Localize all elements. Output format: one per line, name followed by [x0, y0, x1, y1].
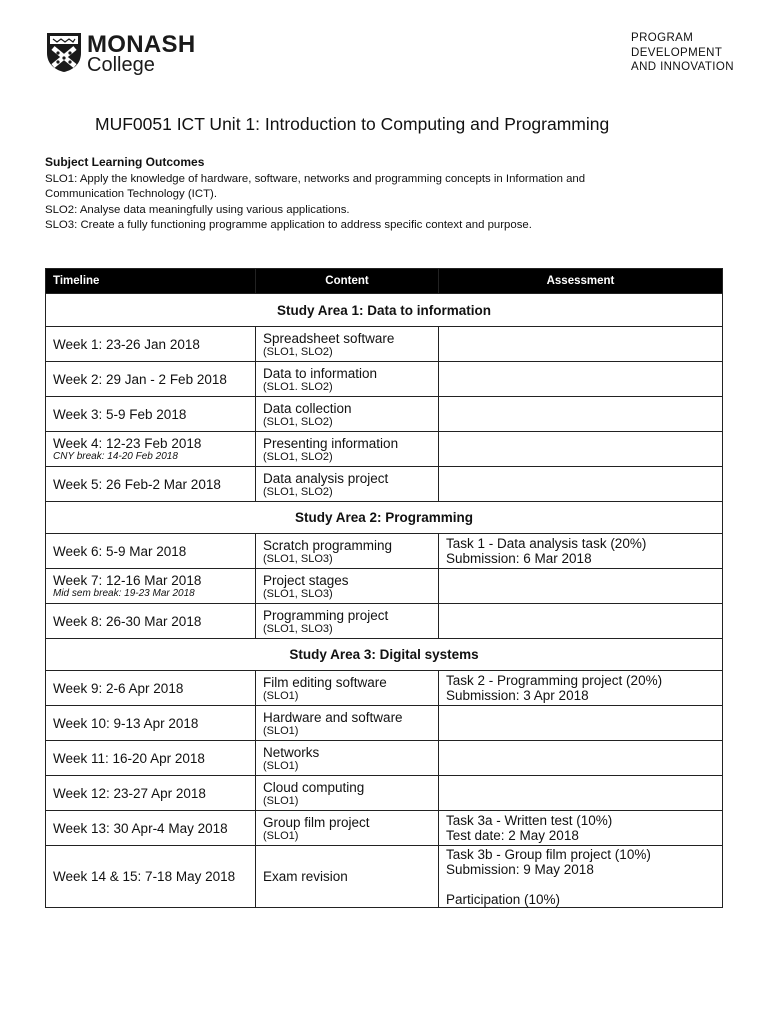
content-cell [256, 362, 439, 397]
content-slo: (SLO1) [263, 724, 299, 737]
department-line: PROGRAM [631, 32, 694, 44]
content-slo: (SLO1) [263, 829, 299, 842]
assessment-cell [439, 741, 723, 776]
content-title: Data analysis project [263, 470, 389, 486]
study-area-row [46, 294, 723, 327]
content-title: Presenting information [263, 435, 399, 451]
content-slo: (SLO1) [263, 689, 299, 702]
assessment-cell [439, 467, 723, 502]
content-cell [256, 671, 439, 706]
table-row [46, 362, 723, 397]
content-cell [256, 776, 439, 811]
table-row [46, 811, 723, 846]
week-cell [46, 432, 256, 467]
content-slo: (SLO1, SLO2) [263, 450, 333, 463]
assessment-cell [439, 432, 723, 467]
week-label: Week 7: 12-16 Mar 2018 [53, 573, 202, 588]
week-cell: Week 3: 5-9 Feb 2018 [46, 397, 256, 432]
brand-subname: College [87, 54, 155, 76]
assessment-cell [439, 706, 723, 741]
content-title: Exam revision [263, 869, 348, 884]
content-cell [256, 534, 439, 569]
content-cell [256, 397, 439, 432]
assessment-cell [439, 397, 723, 432]
department-line: DEVELOPMENT [631, 46, 723, 59]
content-slo: (SLO1) [263, 794, 299, 807]
table-row [46, 846, 723, 908]
table-header-row [46, 269, 723, 294]
week-cell: Week 10: 9-13 Apr 2018 [46, 706, 256, 741]
content-cell [256, 467, 439, 502]
assessment-date: Submission: 3 Apr 2018 [446, 688, 589, 703]
assessment-task: Task 3b - Group film project (10%) [446, 846, 651, 862]
content-cell [256, 741, 439, 776]
study-area-title: Study Area 1: Data to information [46, 294, 723, 327]
crest-icon [45, 31, 83, 73]
column-header-content: Content [256, 269, 439, 294]
table-row [46, 741, 723, 776]
column-header-assessment: Assessment [439, 269, 723, 294]
content-slo: (SLO1, SLO2) [263, 345, 333, 358]
content-cell [256, 569, 439, 604]
week-cell: Week 2: 29 Jan - 2 Feb 2018 [46, 362, 256, 397]
content-slo: (SLO1. SLO2) [263, 380, 333, 393]
department-line: AND INNOVATION [631, 61, 734, 73]
content-slo: (SLO1, SLO3) [263, 587, 333, 600]
assessment-task: Task 3a - Written test (10%) [446, 813, 613, 828]
content-title: Spreadsheet software [263, 330, 395, 346]
column-header-timeline: Timeline [46, 269, 256, 294]
week-cell: Week 1: 23-26 Jan 2018 [46, 327, 256, 362]
week-cell [46, 569, 256, 604]
week-cell: Week 12: 23-27 Apr 2018 [46, 776, 256, 811]
content-slo: (SLO1, SLO3) [263, 552, 333, 565]
break-note: CNY break: 14-20 Feb 2018 [53, 451, 178, 462]
week-cell: Week 5: 26 Feb-2 Mar 2018 [46, 467, 256, 502]
table-row [46, 569, 723, 604]
content-cell [256, 432, 439, 467]
assessment-cell [439, 534, 723, 569]
content-cell [256, 604, 439, 639]
content-slo: (SLO1, SLO3) [263, 622, 333, 635]
assessment-cell [439, 811, 723, 846]
week-cell: Week 9: 2-6 Apr 2018 [46, 671, 256, 706]
study-area-title: Study Area 2: Programming [46, 502, 723, 534]
assessment-participation: Participation (10%) [446, 891, 561, 907]
content-title: Scratch programming [263, 537, 393, 553]
table-row [46, 397, 723, 432]
table-row [46, 706, 723, 741]
content-title: Cloud computing [263, 779, 365, 795]
learning-outcomes [45, 155, 645, 234]
week-label: Week 4: 12-23 Feb 2018 [53, 436, 202, 451]
department-name [631, 31, 734, 75]
content-cell [256, 811, 439, 846]
content-slo: (SLO1, SLO2) [263, 485, 333, 498]
content-cell [256, 706, 439, 741]
week-cell: Week 6: 5-9 Mar 2018 [46, 534, 256, 569]
assessment-cell [439, 604, 723, 639]
assessment-cell [439, 671, 723, 706]
table-row [46, 432, 723, 467]
content-title: Hardware and software [263, 709, 403, 725]
content-cell [256, 846, 439, 908]
content-title: Programming project [263, 607, 389, 623]
content-title: Group film project [263, 814, 370, 830]
content-slo: (SLO1) [263, 759, 299, 772]
week-cell: Week 11: 16-20 Apr 2018 [46, 741, 256, 776]
table-row [46, 604, 723, 639]
study-area-title: Study Area 3: Digital systems [46, 639, 723, 671]
content-title: Data collection [263, 400, 352, 416]
schedule-table [45, 268, 723, 908]
assessment-cell [439, 362, 723, 397]
week-cell: Week 13: 30 Apr-4 May 2018 [46, 811, 256, 846]
outcome-item: SLO2: Analyse data meaningfully using various applications. [45, 203, 350, 216]
outcome-item: SLO1: Apply the knowledge of hardware, software, networks and programming concepts in Information and Communication Technology (ICT). [45, 172, 586, 200]
table-row [46, 327, 723, 362]
monash-college-logo [45, 31, 205, 77]
content-slo: (SLO1, SLO2) [263, 415, 333, 428]
table-row [46, 467, 723, 502]
assessment-cell [439, 776, 723, 811]
assessment-cell [439, 846, 723, 908]
week-cell: Week 14 & 15: 7-18 May 2018 [46, 846, 256, 908]
assessment-cell [439, 569, 723, 604]
study-area-row [46, 502, 723, 534]
content-title: Data to information [263, 365, 378, 381]
assessment-task: Task 1 - Data analysis task (20%) [446, 536, 647, 551]
assessment-date: Submission: 6 Mar 2018 [446, 551, 592, 566]
assessment-task: Task 2 - Programming project (20%) [446, 673, 663, 688]
assessment-cell [439, 327, 723, 362]
content-cell [256, 327, 439, 362]
assessment-date: Test date: 2 May 2018 [446, 828, 579, 843]
table-row [46, 776, 723, 811]
study-area-row [46, 639, 723, 671]
assessment-date: Submission: 9 May 2018 [446, 861, 594, 877]
page-title: MUF0051 ICT Unit 1: Introduction to Computing and Programming [95, 114, 610, 134]
spacer [446, 877, 715, 892]
content-title: Networks [263, 744, 320, 760]
content-title: Film editing software [263, 674, 387, 690]
week-cell: Week 8: 26-30 Mar 2018 [46, 604, 256, 639]
table-row [46, 534, 723, 569]
content-title: Project stages [263, 572, 349, 588]
table-row [46, 671, 723, 706]
outcomes-heading: Subject Learning Outcomes [45, 155, 205, 169]
brand-name: MONASH [87, 31, 196, 58]
outcome-item: SLO3: Create a fully functioning programme application to address specific context and purpose. [45, 219, 532, 231]
break-note: Mid sem break: 19-23 Mar 2018 [53, 588, 195, 599]
